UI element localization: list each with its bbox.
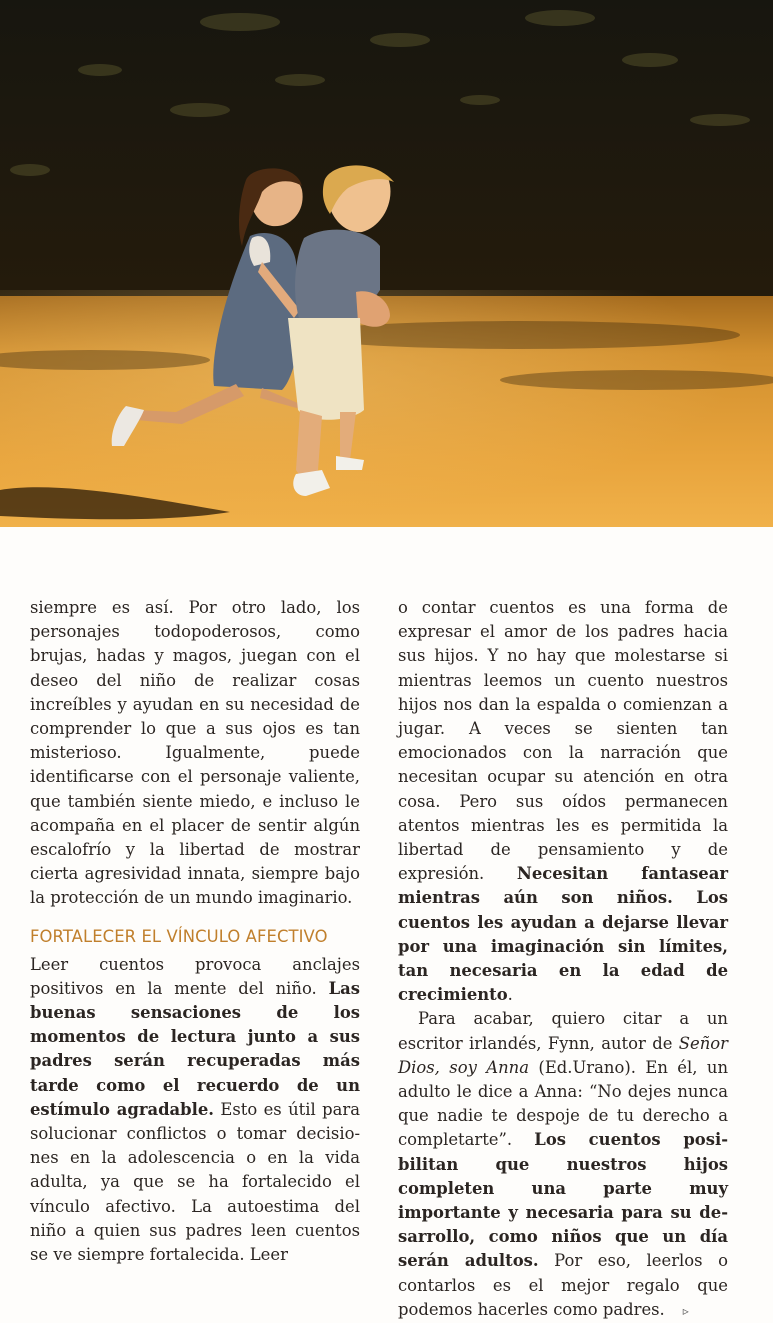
end-marker-icon: ▹ — [682, 1303, 689, 1318]
children-running-photo — [0, 0, 773, 527]
column-right — [398, 596, 728, 1323]
paragraph-express: o contar cuentos es una forma de expresar el amor de los padres hacia sus hijos. Y no hay que molestarse si mientras leemos un cuento nuestros hijos nos dan la espalda o comienzan a jugar. A veces se sienten tan emocionados con la narración que necesitan ocupar su atención en otra cosa. Pero sus oídos permanecen atentos mientras les es permitida la libertad de pensamiento y de expresión. Necesitan fantasear mientras aún son niños. Los cuentos les ayudan a dejarse llevar por una imaginación sin límites, tan necesaria en la edad de crecimiento. — [398, 598, 728, 1005]
column-left — [30, 596, 360, 1323]
section-heading: FORTALECER EL VÍNCULO AFECTIVO — [30, 926, 328, 946]
article-body — [30, 596, 728, 1323]
paragraph-bond: Leer cuentos provoca anclajes positivos en la mente del niño. Las buenas sensaciones de los momentos de lectura junto a sus padres serán recuperadas más tarde como el recuerdo de un estímulo agradable. Esto es útil para solucionar conflictos o tomar decisiones en la adolescencia o en la vida adulta, ya que se ha fortalecido el vínculo afectivo. La autoestima del niño a quien sus padres leen cuentos se ve siempre fortalecida. Leer — [30, 954, 360, 1265]
paragraph-intro: siempre es así. Por otro lado, los personajes todopoderosos, como brujas, hadas y magos, juegan con el deseo del niño de realizar cosas increíbles y ayudan en su necesidad de comprender lo que a sus ojos es tan misterioso. Igualmente, puede identificarse con el personaje valiente, que también siente miedo, e incluso le acompaña en el placer de sentir algún escalofrío y la libertad de mostrar cierta agresividad innata, siempre bajo la protección de un mundo imaginario. — [30, 598, 360, 908]
paragraph-conclusion: Para acabar, quiero citar a un escritor irlandés, Fynn, autor de Señor Dios, soy Anna (Ed.Urano). En él, un adulto le dice a Anna: “No dejes nunca que nadie te despoje de tu derecho a completarte”. Los cuentos posibilitan que nuestros hijos completen una parte muy importante y necesaria para su desarrollo, como niños que un día serán adultos. Por eso, leerlos o contarlos es el mejor regalo que podemos hacerles como padres. ▹ — [398, 1009, 729, 1319]
